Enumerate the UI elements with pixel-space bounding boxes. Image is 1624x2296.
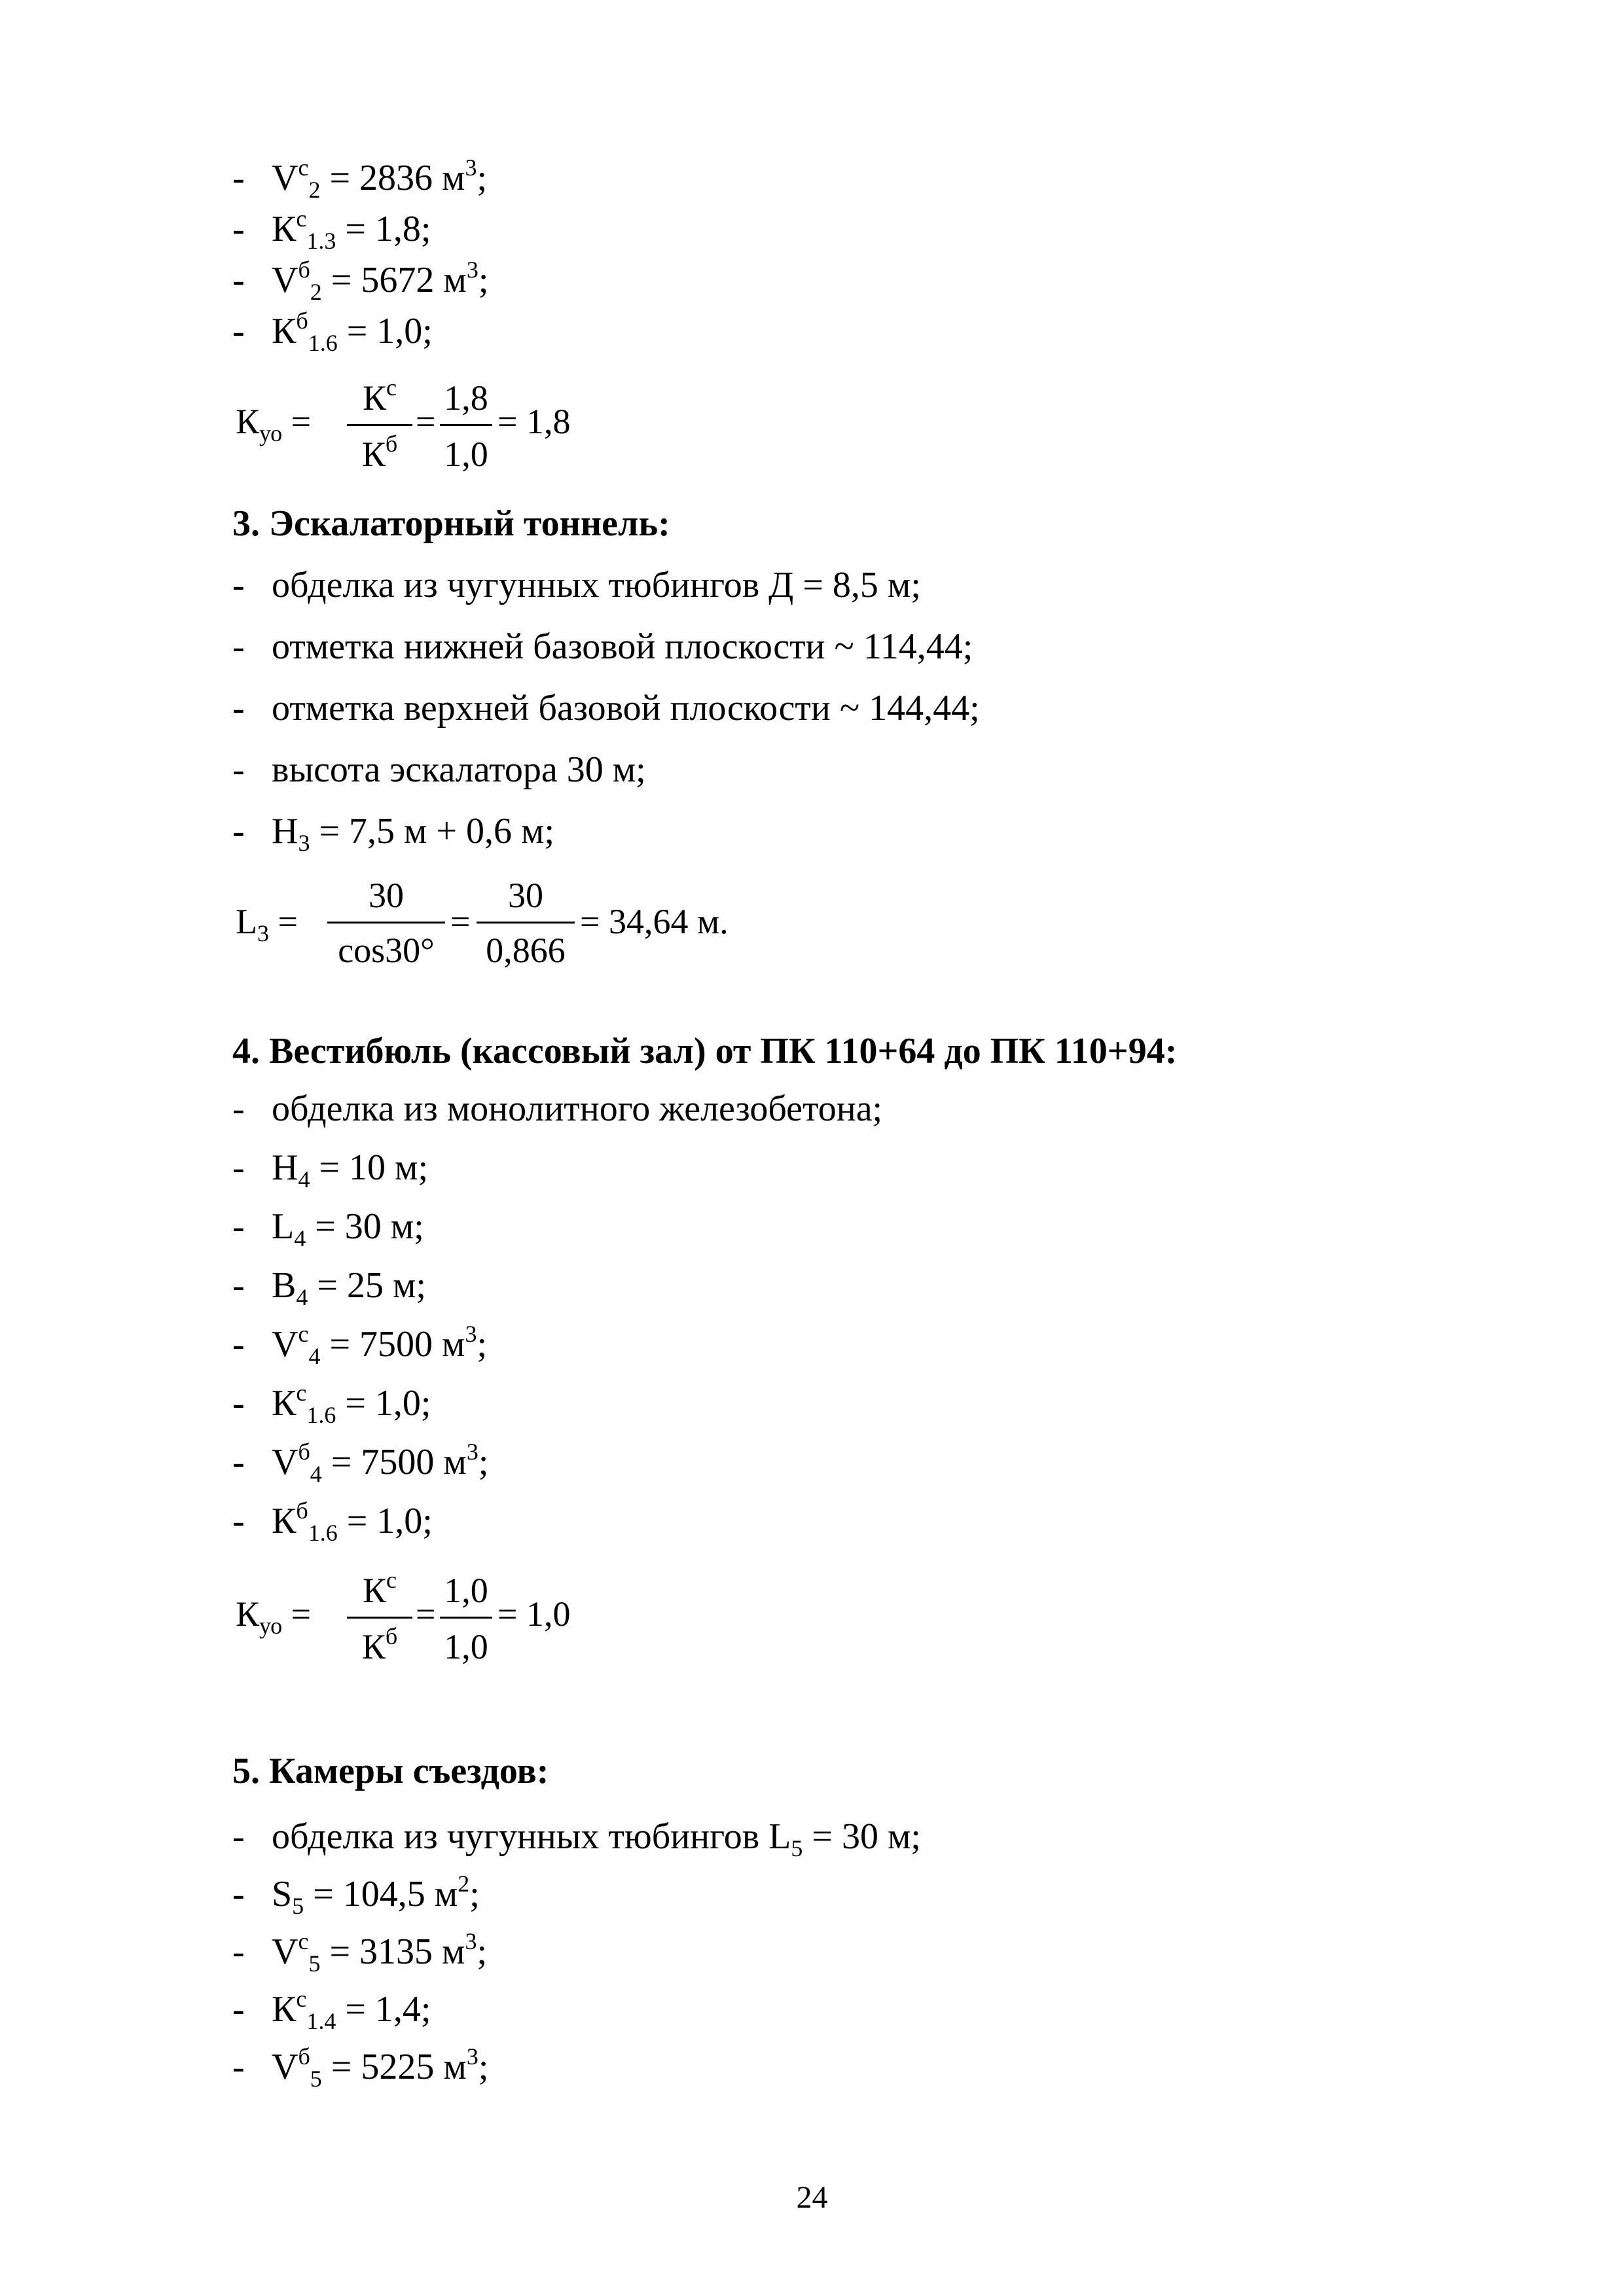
fraction-numerator: 30 [508,876,543,915]
fraction-numerator: $К^с$ [362,1567,397,1610]
formula-result: = 1,0 [497,1594,571,1634]
list-item: - $В_4 = 25$ м; [232,1265,426,1310]
list-item: - $L_4 = 30$ м; [232,1206,424,1251]
list-item: - отметка верхней базовой плоскости ~ 144,44; [232,688,980,728]
fraction-bar [347,424,412,426]
equals-sign: = [416,1594,436,1634]
fraction-numerator: 1,0 [444,1571,488,1610]
list-item: - $К^б_{1.6} = 1,0$; [232,1498,433,1546]
list-item: - $V^с_4 = 7500$ $м^3$; [232,1321,488,1369]
fraction-bar [440,424,492,426]
list-item: - отметка нижней базовой плоскости ~ 114,44; [232,626,973,667]
list-item: - $К^б_{1.6} = 1,0$; [232,308,433,356]
formula-lhs: $L_3$ = [236,902,298,946]
formula-result: = 1,8 [497,402,571,441]
fraction-bar [440,1617,492,1619]
section-heading: 4. Вестибюль (кассовый зал) от ПК 110+64 до ПК 110+94: [232,1031,1178,1071]
list-item: - $V^б_4 = 7500$ $м^3$; [232,1439,489,1487]
fraction-bar [347,1617,412,1619]
fraction-denominator: 0,866 [486,931,566,970]
fraction-numerator: 30 [369,876,404,915]
formula-result: = 34,64 м. [580,902,729,941]
list-item: - $К^с_{1.3} = 1,8$; [232,206,431,254]
page-number: 24 [796,2180,828,2215]
list-item: - высота эскалатора 30 м; [232,749,646,790]
list-item: - $V^с_2 = 2836$ $м^3$; [232,154,488,203]
list-item: - $К^с_{1.4} = 1,4$; [232,1986,431,2034]
formula-lhs: $К_{уо}$ = [236,402,312,446]
list-item: - $К^с_{1.6} = 1,0$; [232,1380,431,1428]
list-item: - $Н_4 = 10$ м; [232,1147,429,1193]
list-item: - обделка из чугунных тюбингов Д = 8,5 м; [232,565,921,605]
fraction-denominator: $К^б$ [361,431,398,474]
fraction-denominator: cos30° [338,931,435,970]
fraction-denominator: 1,0 [444,435,488,474]
section-heading: 5. Камеры съездов: [232,1751,549,1791]
fraction-denominator: 1,0 [444,1627,488,1666]
fraction-bar [477,922,575,924]
list-item: - $V^с_5 = 3135$ $м^3$; [232,1928,488,1977]
fraction-numerator: $К^с$ [362,374,397,418]
fraction-bar [327,922,445,924]
list-item: - $V^б_2 = 5672$ $м^3$; [232,257,489,305]
fraction-denominator: $К^б$ [361,1623,398,1666]
equals-sign: = [416,402,436,441]
list-item: - обделка из монолитного железобетона; [232,1088,883,1129]
formula-lhs: $К_{уо}$ = [236,1594,312,1639]
list-item: - $V^б_5 = 5225$ $м^3$; [232,2043,489,2092]
fraction-numerator: 1,8 [444,378,488,418]
list-item: - $Н_3 = 7,5$ м + 0,6 м; [232,811,555,856]
list-item: - обделка из чугунных тюбингов $L_5 = 30$ м; [232,1816,921,1861]
section-heading: 3. Эскалаторный тоннель: [232,503,670,544]
list-item: - $S_5 = 104,5$ $м^2$; [232,1871,480,1919]
equals-sign: = [450,902,471,941]
